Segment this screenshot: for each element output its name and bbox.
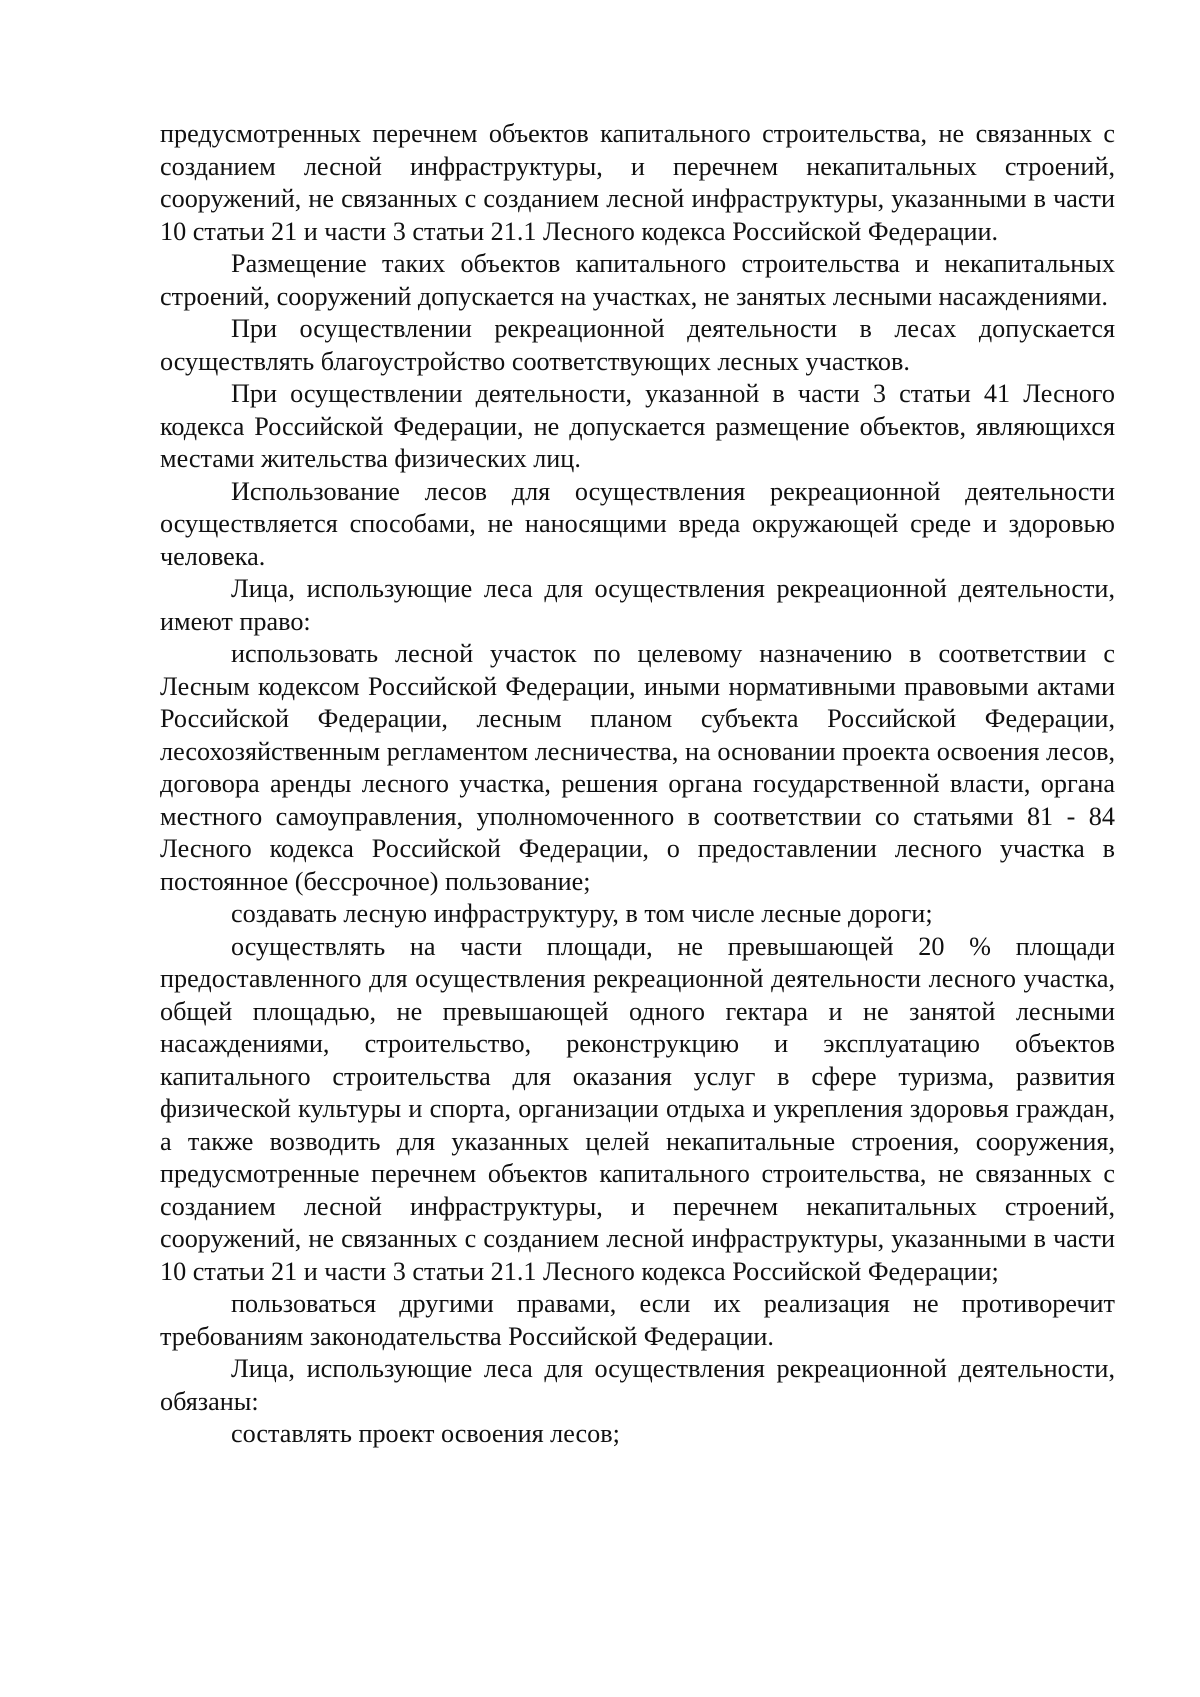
document-body [160,118,1115,1451]
paragraph-rights-heading: Лица, использующие леса для осуществления рекреационной деятельности, имеют право: [160,574,1115,636]
list-item-obligation-project: составлять проект освоения лесов; [231,1419,620,1448]
list-item-right-construction: осуществлять на части площади, не превышающей 20 % площади предоставленного для осуществления рекреационной деятельности лесного участка, общей площадью, не превышающей одного гектара и не занятой лесными насаждениями, строительство, реконструкцию и эксплуатацию объектов капитального строительства для оказания услуг в сфере туризма, развития физической культуры и спорта, организации отдыха и укрепления здоровья граждан, а также возводить для указанных целей некапитальные строения, сооружения, предусмотренные перечнем объектов капитального строительства, не связанных с созданием лесной инфраструктуры, и перечнем некапитальных строений, сооружений, не связанных с созданием лесной инфраструктуры, указанными в части 10 статьи 21 и части 3 статьи 21.1 Лесного кодекса Российской Федерации; [160,931,1115,1286]
list-item-right-other: пользоваться другими правами, если их реализация не противоречит требованиям законодательства Российской Федерации. [160,1289,1115,1351]
list-item-right-use-plot: использовать лесной участок по целевому назначению в соответствии с Лесным кодексом Российской Федерации, иными нормативными правовыми актами Российской Федерации, лесным планом субъекта Российской Федерации, лесохозяйственным регламентом лесничества, на основании проекта освоения лесов, договора аренды лесного участка, решения органа государственной власти, органа местного самоуправления, уполномоченного в соответствии со статьями 81 - 84 Лесного кодекса Российской Федерации, о предоставлении лесного участка в постоянное (бессрочное) пользование; [160,639,1115,896]
list-item-right-infrastructure: создавать лесную инфраструктуру, в том числе лесные дороги; [231,899,933,928]
paragraph-continuation: предусмотренных перечнем объектов капитального строительства, не связанных с созданием лесной инфраструктуры, и перечнем некапитальных строений, сооружений, не связанных с созданием лесной инфраструктуры, указанными в части 10 статьи 21 и части 3 статьи 21.1 Лесного кодекса Российской Федерации. [160,119,1115,246]
paragraph-obligations-heading: Лица, использующие леса для осуществления рекреационной деятельности, обязаны: [160,1354,1115,1416]
paragraph-placement-conditions: Размещение таких объектов капитального строительства и некапитальных строений, сооружений допускается на участках, не занятых лесными насаждениями. [160,249,1115,311]
paragraph-landscaping: При осуществлении рекреационной деятельности в лесах допускается осуществлять благоустройство соответствующих лесных участков. [160,314,1115,376]
paragraph-use-methods: Использование лесов для осуществления рекреационной деятельности осуществляется способами, не наносящими вреда окружающей среде и здоровью человека. [160,476,1115,571]
paragraph-residence-restriction: При осуществлении деятельности, указанной в части 3 статьи 41 Лесного кодекса Российской Федерации, не допускается размещение объектов, являющихся местами жительства физических лиц. [160,379,1115,473]
